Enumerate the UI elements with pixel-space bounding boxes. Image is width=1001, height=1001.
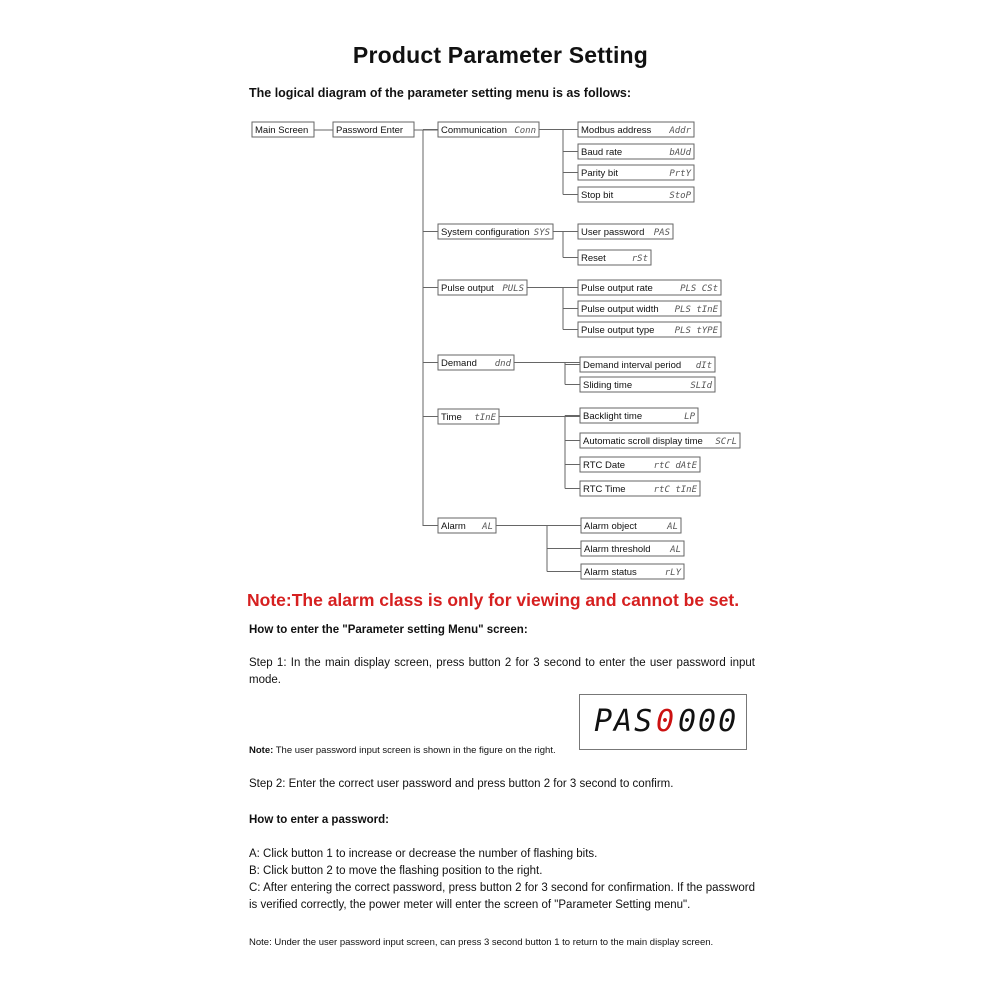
menu-item-2-0-label: Pulse output rate — [581, 283, 653, 294]
menu-item-2-0 — [578, 280, 721, 295]
menu-item-5-0-label: Alarm object — [584, 521, 637, 532]
menu-item-0-2-label: Parity bit — [581, 168, 618, 179]
menu-group-1-label: System configuration — [441, 227, 530, 238]
note-text: The user password input screen is shown in the figure on the right. — [273, 745, 556, 756]
menu-item-0-3 — [578, 187, 694, 202]
menu-item-0-2 — [578, 165, 694, 180]
step-c: C: After entering the correct password, press button 2 for 3 second for confirmation. If the password is verified correctly, the power meter will enter the screen of "Parameter Setting menu". — [249, 882, 755, 911]
menu-item-4-0-label: Backlight time — [583, 411, 643, 422]
menu-item-4-2-code: rtC dAtE — [653, 461, 697, 471]
lcd-active-digit: 0 — [656, 704, 677, 739]
step-1-text: Step 1: In the main display screen, press button 2 for 3 second to enter the user password input mode. — [249, 657, 755, 686]
menu-item-0-3-label: Stop bit — [581, 190, 614, 201]
menu-item-0-1-label: Baud rate — [581, 147, 623, 158]
menu-item-0-0-label: Modbus address — [581, 125, 652, 136]
menu-group-3-code: dnd — [494, 359, 511, 369]
menu-item-4-0-code: LP — [684, 412, 695, 422]
menu-item-1-1-label: Reset — [581, 253, 606, 264]
main-screen-box-label: Main Screen — [255, 125, 309, 136]
menu-group-0-label: Communication — [441, 125, 507, 136]
password-enter-box — [333, 122, 414, 137]
menu-item-0-0-code: Addr — [669, 126, 691, 136]
menu-item-3-1-label: Sliding time — [583, 380, 633, 391]
password-lcd-display — [579, 694, 747, 750]
menu-item-2-1-label: Pulse output width — [581, 304, 659, 315]
menu-item-5-2-code: rLY — [664, 568, 681, 578]
password-steps — [249, 846, 755, 914]
menu-item-0-1-code: bAUd — [669, 148, 691, 158]
menu-item-3-1-code: SLId — [690, 381, 712, 391]
main-screen-box — [252, 122, 314, 137]
menu-item-5-1-label: Alarm threshold — [584, 544, 651, 555]
menu-group-4-code: tInE — [474, 413, 496, 423]
menu-item-2-1 — [578, 301, 721, 316]
menu-item-4-2 — [580, 457, 700, 472]
menu-group-3 — [438, 355, 514, 370]
menu-item-2-2 — [578, 322, 721, 337]
menu-item-1-0-label: User password — [581, 227, 645, 238]
menu-item-5-2 — [581, 564, 684, 579]
menu-item-0-0 — [578, 122, 694, 137]
intro-text: The logical diagram of the parameter setting menu is as follows: — [249, 86, 632, 100]
menu-item-1-0 — [578, 224, 673, 239]
menu-group-4-label: Time — [441, 412, 462, 423]
menu-item-0-2-code: PrtY — [669, 169, 691, 179]
menu-item-4-1 — [580, 433, 740, 448]
menu-item-2-2-label: Pulse output type — [581, 325, 655, 336]
menu-item-4-1-label: Automatic scroll display time — [583, 436, 703, 447]
menu-item-3-0-label: Demand interval period — [583, 360, 682, 371]
alarm-note: Note:The alarm class is only for viewing and cannot be set. — [247, 590, 740, 610]
menu-group-5-label: Alarm — [441, 521, 466, 532]
menu-item-5-0 — [581, 518, 681, 533]
menu-item-5-2-label: Alarm status — [584, 567, 637, 578]
enter-menu-heading: How to enter the "Parameter setting Menu" screen: — [249, 624, 528, 636]
note-label: Note: — [249, 745, 274, 756]
menu-group-2-label: Pulse output — [441, 283, 494, 294]
menu-item-4-3-label: RTC Time — [583, 484, 626, 495]
menu-item-5-1 — [581, 541, 684, 556]
menu-group-5 — [438, 518, 496, 533]
menu-item-4-1-code: SCrL — [715, 437, 737, 447]
step-b: B: Click button 2 to move the flashing position to the right. — [249, 865, 543, 877]
menu-item-3-0-code: dIt — [695, 361, 712, 371]
menu-group-2 — [438, 280, 527, 295]
menu-group-4 — [438, 409, 499, 424]
menu-item-2-0-code: PLS CSt — [680, 284, 718, 294]
menu-item-0-3-code: StoP — [669, 191, 691, 201]
menu-item-3-1 — [580, 377, 715, 392]
return-note: Note: Under the user password input screen, can press 3 second button 1 to return to the main display screen. — [249, 937, 714, 948]
menu-item-3-0 — [580, 357, 715, 372]
menu-item-1-1 — [578, 250, 651, 265]
page-title: Product Parameter Setting — [352, 42, 649, 68]
password-heading: How to enter a password: — [249, 814, 389, 826]
menu-group-1 — [438, 224, 553, 239]
password-screen-note — [249, 742, 579, 759]
menu-item-1-0-code: PAS — [653, 228, 670, 238]
lcd-digits: 000 — [678, 704, 739, 739]
menu-group-5-code: AL — [482, 522, 493, 532]
menu-item-5-0-code: AL — [667, 522, 678, 532]
menu-item-2-1-code: PLS tInE — [674, 305, 718, 315]
menu-item-2-2-code: PLS tYPE — [674, 326, 718, 336]
menu-item-0-1 — [578, 144, 694, 159]
menu-item-4-2-label: RTC Date — [583, 460, 626, 471]
password-enter-box-label: Password Enter — [336, 125, 404, 136]
menu-group-0 — [438, 122, 539, 137]
menu-group-1-code: SYS — [533, 228, 550, 238]
lcd-pas-label: PAS — [594, 704, 655, 739]
menu-item-4-0 — [580, 408, 698, 423]
menu-item-5-1-code: AL — [670, 545, 681, 555]
menu-item-4-3 — [580, 481, 700, 496]
step-2-text: Step 2: Enter the correct user password and press button 2 for 3 second to confirm. — [249, 778, 674, 790]
menu-group-0-code: Conn — [514, 126, 536, 136]
menu-group-2-code: PULS — [502, 284, 524, 294]
menu-group-3-label: Demand — [441, 358, 477, 369]
menu-item-1-1-code: rSt — [631, 254, 648, 264]
step-a: A: Click button 1 to increase or decrease the number of flashing bits. — [249, 848, 598, 860]
menu-item-4-3-code: rtC tInE — [653, 485, 697, 495]
